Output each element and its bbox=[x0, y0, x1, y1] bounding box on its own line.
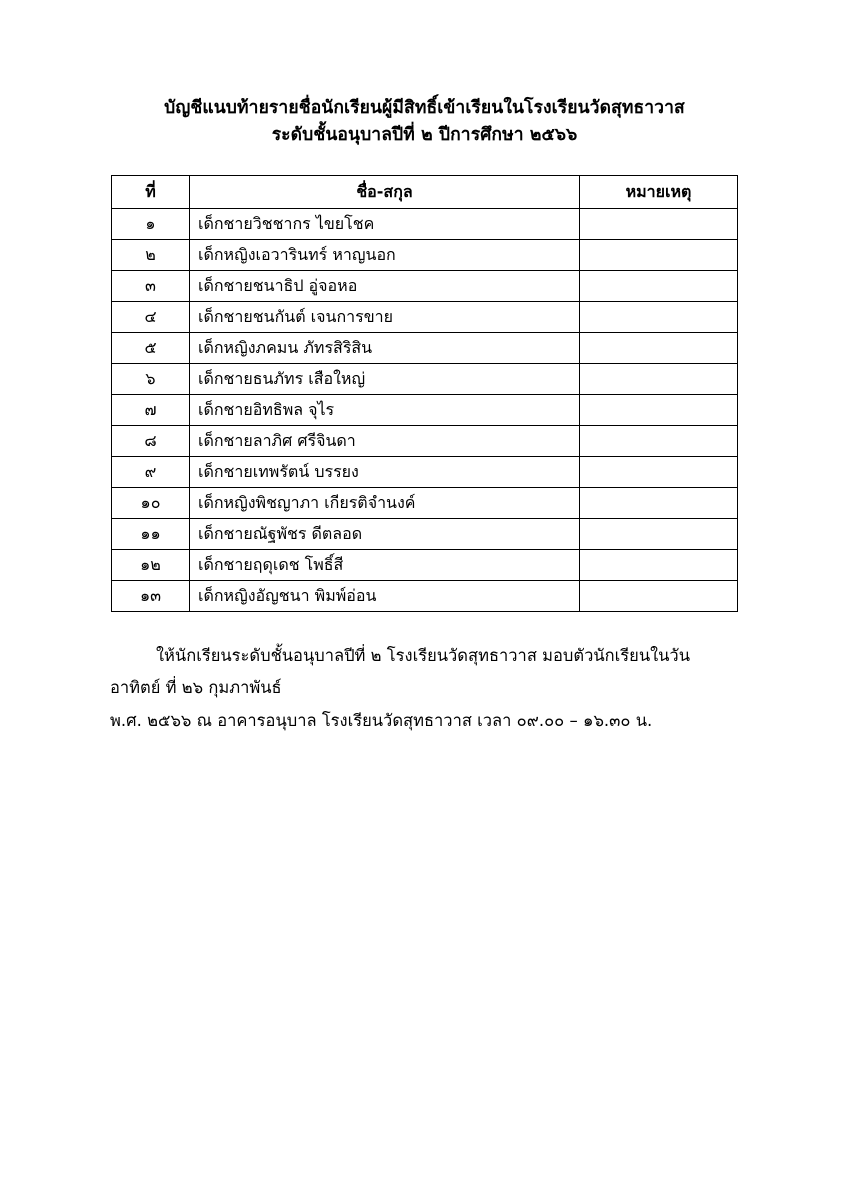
cell-note bbox=[580, 519, 738, 550]
table-row bbox=[112, 550, 738, 581]
cell-no: ๙ bbox=[112, 457, 190, 488]
cell-note bbox=[580, 209, 738, 240]
cell-note bbox=[580, 488, 738, 519]
table-row bbox=[112, 271, 738, 302]
cell-no: ๑๒ bbox=[112, 550, 190, 581]
cell-name: เด็กชายชนาธิป อู่จอหอ bbox=[190, 271, 580, 302]
cell-no: ๕ bbox=[112, 333, 190, 364]
cell-note bbox=[580, 271, 738, 302]
column-header-name: ชื่อ-สกุล bbox=[190, 176, 580, 209]
cell-no: ๑๓ bbox=[112, 581, 190, 612]
cell-note bbox=[580, 302, 738, 333]
cell-no: ๑ bbox=[112, 209, 190, 240]
cell-name: เด็กชายอิทธิพล จุไร bbox=[190, 395, 580, 426]
closing-line-1 bbox=[110, 640, 739, 704]
cell-name: เด็กชายชนกันต์ เจนการขาย bbox=[190, 302, 580, 333]
cell-name: เด็กหญิงเอวารินทร์ หาญนอก bbox=[190, 240, 580, 271]
cell-name: เด็กชายฤดุเดช โพธิ์สี bbox=[190, 550, 580, 581]
cell-name: เด็กชายลาภิศ ศรีจินดา bbox=[190, 426, 580, 457]
table-body bbox=[112, 209, 738, 612]
table-header-row bbox=[112, 176, 738, 209]
cell-name: เด็กชายเทพรัตน์ บรรยง bbox=[190, 457, 580, 488]
cell-no: ๑๑ bbox=[112, 519, 190, 550]
page-title bbox=[110, 95, 739, 149]
closing-paragraph bbox=[110, 640, 739, 737]
cell-no: ๓ bbox=[112, 271, 190, 302]
cell-no: ๒ bbox=[112, 240, 190, 271]
table-row bbox=[112, 581, 738, 612]
title-line-2: ระดับชั้นอนุบาลปีที่ ๒ ปีการศึกษา ๒๕๖๖ bbox=[271, 125, 578, 146]
table-row bbox=[112, 240, 738, 271]
cell-no: ๘ bbox=[112, 426, 190, 457]
cell-note bbox=[580, 333, 738, 364]
cell-name: เด็กหญิงภคมน ภัทรสิริสิน bbox=[190, 333, 580, 364]
cell-no: ๑๐ bbox=[112, 488, 190, 519]
cell-name: เด็กชายณัฐพัชร ดีตลอด bbox=[190, 519, 580, 550]
cell-note bbox=[580, 426, 738, 457]
cell-name: เด็กชายวิชชากร ไขยโชค bbox=[190, 209, 580, 240]
table-row bbox=[112, 457, 738, 488]
cell-no: ๗ bbox=[112, 395, 190, 426]
column-header-note: หมายเหตุ bbox=[580, 176, 738, 209]
table-row bbox=[112, 364, 738, 395]
cell-note bbox=[580, 550, 738, 581]
cell-name: เด็กชายธนภัทร เสือใหญ่ bbox=[190, 364, 580, 395]
table-row bbox=[112, 209, 738, 240]
table-row bbox=[112, 519, 738, 550]
table-row bbox=[112, 302, 738, 333]
table-row bbox=[112, 333, 738, 364]
cell-name: เด็กหญิงพิชญาภา เกียรติจำนงค์ bbox=[190, 488, 580, 519]
closing-line-2: พ.ศ. ๒๕๖๖ ณ อาคารอนุบาล โรงเรียนวัดสุทธาวาส เวลา ๐๙.๐๐ – ๑๖.๓๐ น. bbox=[110, 710, 653, 730]
closing-text-1: ให้นักเรียนระดับชั้นอนุบาลปีที่ ๒ โรงเรียนวัดสุทธาวาส มอบตัวนักเรียนในวันอาทิตย์ ที่ ๒๖ กุมภาพันธ์ bbox=[110, 646, 690, 698]
cell-note bbox=[580, 240, 738, 271]
column-header-no: ที่ bbox=[112, 176, 190, 209]
student-roster-table bbox=[111, 175, 738, 612]
cell-note bbox=[580, 457, 738, 488]
cell-no: ๖ bbox=[112, 364, 190, 395]
table-row bbox=[112, 426, 738, 457]
cell-note bbox=[580, 581, 738, 612]
cell-name: เด็กหญิงอัญชนา พิมพ์อ่อน bbox=[190, 581, 580, 612]
table-row bbox=[112, 395, 738, 426]
table-row bbox=[112, 488, 738, 519]
cell-note bbox=[580, 395, 738, 426]
cell-no: ๔ bbox=[112, 302, 190, 333]
cell-note bbox=[580, 364, 738, 395]
title-line-1: บัญชีแนบท้ายรายชื่อนักเรียนผู้มีสิทธิ์เข้าเรียนในโรงเรียนวัดสุทธาวาส bbox=[164, 98, 685, 118]
